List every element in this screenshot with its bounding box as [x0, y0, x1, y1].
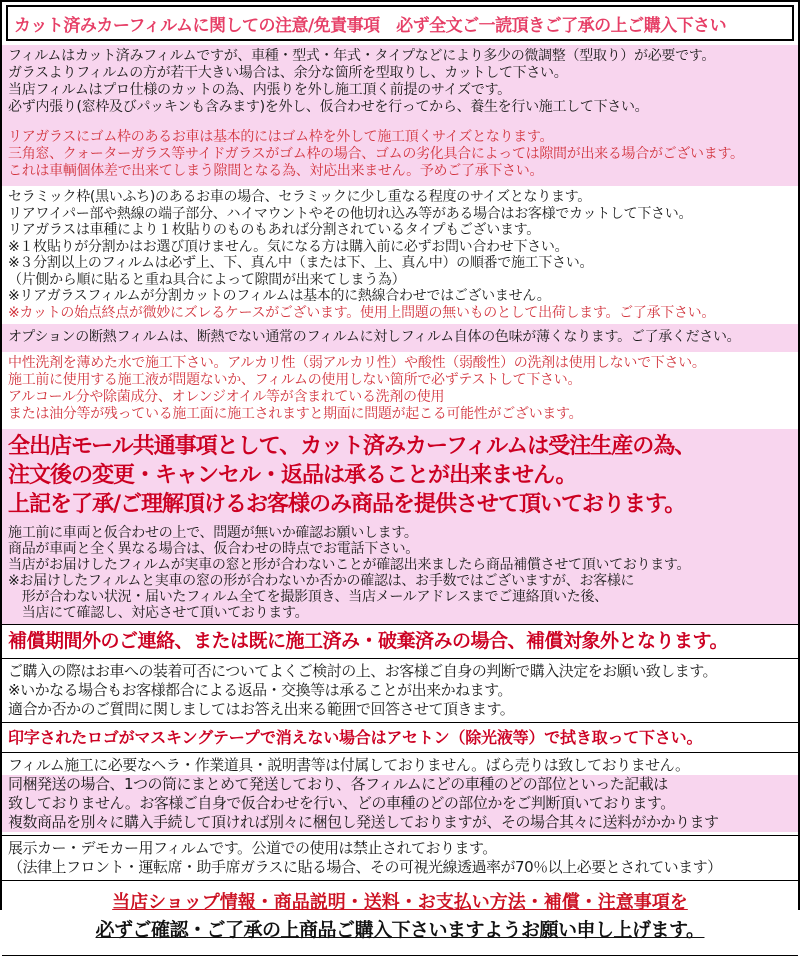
- text-line: ※３分割以上のフィルムは必ず上、下、真ん中（または下、上、真ん中）の順番で施工下さい。: [8, 255, 594, 271]
- section-shipping-notes: [2, 752, 798, 835]
- text-line: 中性洗剤を薄めた水で施工下さい。アルカリ性（弱アルカリ性）や酸性（弱酸性）の洗剤は使用しないで下さい。: [8, 355, 706, 371]
- text-line-warning: ※カットの始点終点が微妙にズレるケースがございます。使用上問題の無いものとして出荷します。ご了承下さい。: [8, 304, 716, 321]
- footer-shop-info-line: 当店ショップ情報・商品説明・送料・お支払い方法・補償・注意事項を: [112, 892, 688, 913]
- text-line: ご購入の際はお車への装着可否についてよくご検討の上、お客様ご自身の判断で購入決定をお願い致します。: [8, 662, 718, 680]
- section-no-cancel-policy: [2, 429, 798, 522]
- text-line: ※リアガラスフィルムが分割カットのフィルムは基本的に熱線合わせではございません。: [8, 288, 551, 304]
- footer-confirm-line: 必ずご確認・ご了承の上商品ご購入下さいますようお願い申し上げます。: [95, 919, 705, 941]
- text-line: 当店にて確認し、対応させて頂いております。: [8, 605, 309, 621]
- section-footer-confirmation: [2, 880, 798, 955]
- text-line: 上記を了承/ご理解頂けるお客様のみ商品を提供させて頂いております。: [8, 492, 686, 517]
- text-line: これは車輌個体差で出来てしまう隙間となる為、対応出来ません。予めご了承下さい。: [8, 163, 544, 179]
- text-line: （片側から順に貼ると重ね具合によって隙間が出来てしまう為）: [8, 271, 406, 288]
- text-line: （法律上フロント・運転席・助手席ガラスに貼る場合、その可視光線透過率が70％以上必要とされています）: [8, 858, 722, 876]
- text-line-highlighted: 複数商品を別々に購入手続して頂ければ別々に梱包し発送しておりますが、その場合其々に送料がかかります: [2, 813, 798, 832]
- text-line: 商品が車両と全く異なる場合は、仮合わせの時点でお電話下さい。: [8, 541, 419, 557]
- text-line: 当店がお届けしたフィルムが実車の窓と形が合わないことが確認出来ましたら商品補償させて頂いております。: [8, 557, 691, 573]
- lower-notice-group: [2, 624, 798, 956]
- section-demo-car-only: [2, 835, 798, 880]
- text-line: ※１枚貼りが分割かはお選び頂けません。気になる方は購入前に必ずお問い合わせ下さい。: [8, 238, 569, 255]
- text-line: フィルム施工に必要なヘラ・作業道具・説明書等は付属しておりません。ばら売りは致しておりません。: [8, 756, 690, 774]
- text-line: セラミック枠(黒いふち)のあるお車の場合、セラミックに少し重なる程度のサイズとなります。: [8, 189, 591, 205]
- text-line: リアガラスにゴム枠のあるお車は基本的にはゴム枠を外して施工頂くサイズとなります。: [8, 129, 554, 145]
- section-rubber-frame-warning: [2, 126, 798, 186]
- section-purchase-decision: [2, 658, 798, 722]
- logo-print-headline: 印字されたロゴがマスキングテープで消えない場合はアセトン（除光液等）で拭き取って下さい。: [2, 722, 798, 752]
- section-ceramic-rear-glass: [2, 186, 798, 324]
- text-line: 適合か否かのご質問に関しましてはお答え出来る範囲で回答させて頂きます。: [8, 700, 515, 718]
- text-line: 形が合わない状況・届いたフィルム全てを撮影頂き、当店メールアドレスまでご連絡頂いた後、: [8, 589, 608, 605]
- text-line: ※お届けしたフィルムと実車の窓の形が合わないか否かの確認は、お手数ではございますが、お客様に: [8, 573, 635, 589]
- warranty-exclusion-headline: 補償期間外のご連絡、または既に施工済み・破棄済みの場合、補償対象外となります。: [8, 630, 728, 652]
- text-line-highlighted: 同梱発送の場合、1つの筒にまとめて発送しており、各フィルムにどの車種のどの部位といった記載は: [2, 775, 798, 794]
- text-line: 全出店モール共通事項として、カット済みカーフィルムは受注生産の為、: [8, 434, 696, 459]
- text-line: アルコール分や除菌成分、オレンジオイル等が含まれている洗剤の使用: [8, 389, 445, 405]
- text-line: ガラスよりフィルムの方が若干大きい場合は、余分な箇所を型取りし、カットして下さい。: [8, 65, 568, 81]
- section-pre-install-check: [2, 522, 798, 624]
- text-line: フィルムはカット済みフィルムですが、車種・型式・年式・タイプなどにより多少の微調整（型取り）が必要です。: [8, 48, 716, 64]
- text-line: 必ず内張り(窓枠及びパッキンも含みます)を外し、仮合わせを行ってから、養生を行い施工して下さい。: [8, 99, 649, 115]
- text-line: 三角窓、クォーターガラス等サイドガラスがゴム枠の場合、ゴムの劣化具合によっては隙間が出来る場合がございます。: [8, 146, 744, 162]
- text-line: オプションの断熱フィルムは、断熱でない通常のフィルムに対しフィルム自体の色味が薄くなります。ご了承ください。: [8, 329, 741, 345]
- text-line: リアワイパー部や熱線の端子部分、ハイマウントやその他切れ込み等がある場合はお客様でカットして下さい。: [8, 205, 693, 222]
- page-title: カット済みカーフィルムに関しての注意/免責事項 必ず全文ご一読頂きご了承の上ご購入下さい: [6, 5, 794, 41]
- text-line: ※いかなる場合もお客様都合による返品・交換等は承ることが出来かねます。: [8, 681, 512, 699]
- text-line: 当店フィルムはプロ仕様のカットの為、内張りを外し施工頂く前提のサイズです。: [8, 82, 511, 98]
- text-line-highlighted: 致しておりません。お客様ご自身で仮合わせを行い、どの車種のどの部位かをご判断頂いております。: [2, 794, 798, 813]
- text-line: 施工前に車両と仮合わせの上で、問題が無いか確認お願いします。: [8, 525, 418, 541]
- text-line: 注文後の変更・キャンセル・返品は承ることが出来ません。: [8, 463, 577, 488]
- section-detergent-warning: [2, 352, 798, 429]
- text-line: 展示カー・デモカー用フィルムです。公道での使用は禁止されております。: [8, 839, 497, 857]
- text-line: または油分等が残っている施工面に施工されますと期面に問題が起こる可能性がございます。: [8, 406, 583, 422]
- text-line: 施工前に使用する施工液が問題ないか、フィルムの使用しない箇所で必ずテストして下さい。: [8, 372, 582, 388]
- section-film-cut-notes: [2, 45, 798, 126]
- section-insulation-film: [2, 324, 798, 352]
- text-line: リアガラスは車種により１枚貼りのものもあれば分割されているタイプもございます。: [8, 222, 540, 238]
